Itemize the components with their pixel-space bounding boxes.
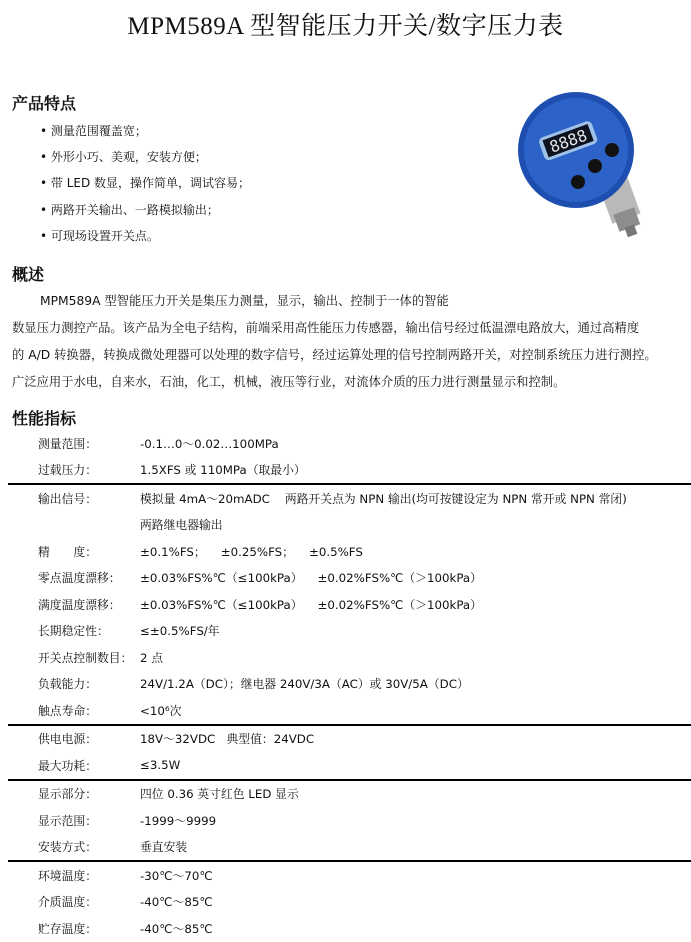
spec-label: 显示范围： bbox=[38, 813, 97, 828]
spec-value: ±0.03%FS%℃（≤100kPa） ±0.02%FS%℃（＞100kPa） bbox=[140, 571, 482, 586]
feature-item: • 可现场设置开关点。 bbox=[40, 228, 159, 243]
spec-row bbox=[8, 781, 691, 808]
spec-label: 触点寿命： bbox=[38, 703, 97, 718]
pressure-switch-image bbox=[510, 88, 670, 248]
specs-heading: 性能指标 bbox=[12, 409, 77, 428]
spec-group bbox=[8, 862, 691, 942]
spec-row bbox=[8, 430, 691, 457]
overview-line: 广泛应用于水电，自来水，石油，化工，机械，液压等行业，对流体介质的压力进行测量显示和控制。 bbox=[12, 375, 566, 389]
spec-value: 模拟量 4mA～20mADC 两路开关点为 NPN 输出(均可按键设定为 NPN 常开或 NPN 常闭) bbox=[140, 491, 627, 506]
spec-value: 1.5XFS 或 110MPa（取最小） bbox=[140, 463, 306, 478]
spec-value: -40℃～85℃ bbox=[140, 921, 213, 936]
spec-row bbox=[8, 538, 691, 565]
spec-value: ≤3.5W bbox=[140, 758, 181, 773]
spec-value: -0.1…0～0.02…100MPa bbox=[140, 436, 279, 451]
features-heading: 产品特点 bbox=[12, 94, 77, 113]
spec-row bbox=[8, 915, 691, 942]
spec-label: 测量范围： bbox=[38, 436, 97, 451]
spec-group bbox=[8, 726, 691, 781]
spec-value: 18V～32VDC 典型值：24VDC bbox=[140, 732, 315, 747]
overview-line: 的 A/D 转换器，转换成微处理器可以处理的数字信号，经过运算处理的信号控制两路开关，对控制系统压力进行测控。 bbox=[12, 348, 657, 362]
spec-value: ≤±0.5%FS/年 bbox=[140, 624, 220, 639]
overview-line: 数显压力测控产品。该产品为全电子结构，前端采用高性能压力传感器，输出信号经过低温漂电路放大，通过高精度 bbox=[12, 321, 640, 335]
feature-item: • 测量范围覆盖宽； bbox=[40, 124, 147, 138]
spec-row bbox=[8, 726, 691, 753]
spec-value: -1999～9999 bbox=[140, 813, 217, 828]
spec-row bbox=[8, 834, 691, 861]
spec-label: 安装方式： bbox=[38, 840, 97, 855]
spec-label: 长期稳定性： bbox=[38, 624, 109, 639]
spec-row bbox=[8, 591, 691, 618]
spec-value: -40℃～85℃ bbox=[140, 895, 213, 910]
spec-value: 两路继电器输出 bbox=[140, 518, 223, 533]
spec-row bbox=[8, 618, 691, 645]
specs-table bbox=[0, 430, 691, 942]
spec-value: ±0.1%FS； ±0.25%FS； ±0.5%FS bbox=[140, 544, 363, 559]
spec-label: 介质温度： bbox=[38, 895, 97, 910]
spec-label: 开关点控制数目： bbox=[38, 650, 133, 665]
spec-value: 24V/1.2A（DC）；继电器 240V/3A（AC）或 30V/5A（DC） bbox=[140, 677, 469, 692]
spec-label: 零点温度漂移： bbox=[38, 571, 121, 586]
overview-line: MPM589A 型智能压力开关是集压力测量，显示，输出、控制于一体的智能 bbox=[40, 294, 449, 308]
overview-paragraph bbox=[12, 288, 691, 396]
spec-row bbox=[8, 889, 691, 916]
spec-row bbox=[8, 671, 691, 698]
spec-value: 四位 0.36 英寸红色 LED 显示 bbox=[140, 787, 299, 802]
spec-group bbox=[8, 781, 691, 863]
spec-row bbox=[8, 512, 691, 539]
spec-label: 负载能力： bbox=[38, 677, 97, 692]
spec-label: 满度温度漂移： bbox=[38, 597, 121, 612]
spec-label: 最大功耗： bbox=[38, 758, 97, 773]
spec-value: -30℃～70℃ bbox=[140, 868, 213, 883]
spec-row bbox=[8, 862, 691, 889]
spec-value: <10⁶次 bbox=[140, 703, 182, 718]
spec-group bbox=[8, 485, 691, 726]
features-list bbox=[40, 118, 250, 249]
spec-row bbox=[8, 752, 691, 779]
feature-item: • 两路开关输出、一路模拟输出； bbox=[40, 202, 219, 217]
spec-label: 精 度： bbox=[38, 544, 97, 559]
feature-item: • 带 LED 数显，操作简单，调试容易； bbox=[40, 176, 251, 191]
spec-group bbox=[8, 430, 691, 485]
spec-row bbox=[8, 485, 691, 512]
svg-text:8888: 8888 bbox=[546, 125, 590, 157]
page-title: MPM589A 型智能压力开关/数字压力表 bbox=[127, 13, 564, 40]
spec-row bbox=[8, 644, 691, 671]
feature-item: • 外形小巧、美观，安装方便； bbox=[40, 150, 207, 165]
spec-label: 显示部分： bbox=[38, 787, 97, 802]
spec-label: 输出信号： bbox=[38, 491, 97, 506]
spec-label: 过载压力： bbox=[38, 463, 97, 478]
spec-label: 贮存温度： bbox=[38, 921, 97, 936]
spec-row bbox=[8, 565, 691, 592]
spec-row bbox=[8, 457, 691, 484]
spec-label: 环境温度： bbox=[38, 868, 97, 883]
spec-value: 垂直安装 bbox=[140, 840, 188, 855]
spec-label: 供电电源： bbox=[38, 732, 97, 747]
spec-row bbox=[8, 697, 691, 724]
spec-value: ±0.03%FS%℃（≤100kPa） ±0.02%FS%℃（＞100kPa） bbox=[140, 597, 482, 612]
overview-heading: 概述 bbox=[12, 265, 45, 284]
spec-row bbox=[8, 807, 691, 834]
spec-value: 2 点 bbox=[140, 650, 164, 665]
